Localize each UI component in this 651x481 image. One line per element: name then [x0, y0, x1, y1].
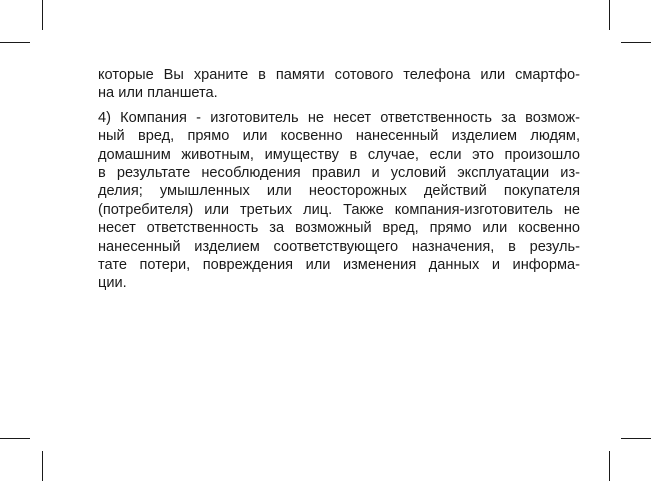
text-line: ции.: [98, 275, 127, 292]
text-line: ный вред, прямо или косвенно нанесенный изделием людям,: [98, 128, 580, 145]
paragraph-item-4: [98, 109, 580, 293]
paragraph-continuation: [98, 66, 580, 103]
crop-mark-bottom-left-horizontal: [0, 438, 30, 439]
text-line: (потребителя) или третьих лиц. Также компания-изготовитель не: [98, 201, 580, 218]
crop-mark-bottom-right-horizontal: [621, 438, 651, 439]
text-line: нанесенный изделием соответствующего назначения, в резуль-: [98, 238, 580, 255]
document-text: [98, 66, 580, 293]
text-line: которые Вы храните в памяти сотового телефона или смартфо-: [98, 67, 580, 83]
crop-mark-top-right-vertical: [609, 0, 610, 30]
text-line: в результате несоблюдения правил и условий эксплуатации из-: [98, 164, 580, 181]
crop-mark-bottom-right-vertical: [609, 451, 610, 481]
crop-mark-bottom-left-vertical: [42, 451, 43, 481]
crop-mark-top-right-horizontal: [621, 42, 651, 43]
text-line: делия; умышленных или неосторожных действий покупателя: [98, 183, 580, 200]
crop-mark-top-left-horizontal: [0, 42, 30, 43]
text-line: домашним животным, имуществу в случае, если это произошло: [98, 146, 580, 163]
text-line: 4) Компания - изготовитель не несет ответственность за возмож-: [98, 109, 580, 126]
text-line: тате потери, повреждения или изменения данных и информа-: [98, 256, 580, 273]
crop-mark-top-left-vertical: [42, 0, 43, 30]
text-line: на или планшета.: [98, 85, 218, 102]
text-line: несет ответственность за возможный вред, прямо или косвенно: [98, 220, 580, 237]
